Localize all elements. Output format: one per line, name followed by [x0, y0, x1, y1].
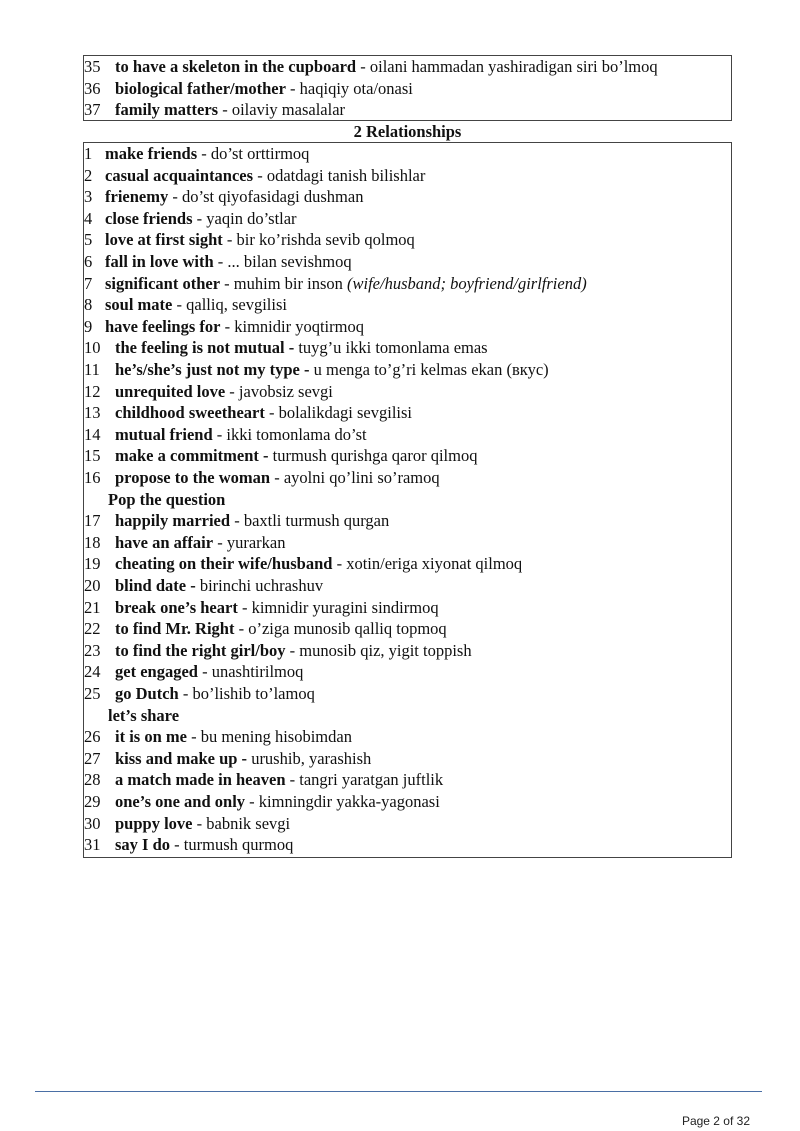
entry-term: biological father/mother [115, 78, 286, 98]
entry-number: 1 [84, 144, 93, 163]
entry-number: 14 [84, 424, 101, 444]
entry-term: go Dutch [115, 684, 179, 703]
entry-definition: qalliq, sevgilisi [186, 295, 287, 315]
entry-definition: kimnidir yuragini sindirmoq [251, 597, 439, 617]
entry-number: 26 [84, 727, 101, 747]
entry-definition: bir ko’rishda sevib qolmoq [236, 230, 415, 250]
entry-definition: odatdagi tanish bilishlar [266, 165, 426, 185]
entry-number: 11 [84, 360, 100, 379]
entry-separator: - [230, 511, 244, 531]
entry-separator: - [332, 554, 347, 574]
entry-number: 37 [84, 100, 101, 119]
entry-number: 9 [84, 316, 93, 336]
entry-number: 22 [84, 619, 101, 639]
entry-number: 16 [84, 468, 101, 487]
entry-separator: - [225, 381, 239, 401]
entry-term: puppy love [115, 813, 193, 833]
entry-term: propose to the woman [115, 468, 271, 487]
entry-term: blind date - [115, 576, 196, 595]
entry-term: family matters [115, 100, 219, 119]
entry-term: Pop the question [108, 489, 226, 509]
entry-number: 35 [84, 57, 101, 76]
entry-number: 20 [84, 576, 101, 595]
entry-term: let’s share [108, 705, 180, 725]
entry-number: 23 [84, 640, 101, 660]
entry-term: childhood sweetheart [115, 403, 265, 423]
entry-separator: - [213, 252, 228, 271]
entry-term: have an affair [115, 532, 214, 552]
entry-number: 30 [84, 813, 101, 833]
entry-separator: - [285, 78, 300, 98]
entry-definition: haqiqiy ota/onasi [299, 78, 413, 98]
entry-definition: yurarkan [226, 532, 286, 552]
entry-separator: - [212, 424, 227, 444]
entry-definition: tangri yaratgan juftlik [299, 770, 444, 790]
entry-definition-note: (wife/husband; boyfriend/girlfriend) [347, 273, 587, 293]
entry-number: 5 [84, 230, 93, 250]
entry-term: cheating on their wife/husband [115, 554, 333, 574]
entry-definition: kimnidir yoqtirmoq [234, 316, 364, 336]
entry-separator: - [218, 100, 232, 119]
entry-definition: turmush qurishga qaror qilmoq [272, 446, 478, 466]
entry-term: unrequited love [115, 381, 226, 401]
entry-number: 18 [84, 532, 101, 552]
entry-number: 17 [84, 511, 101, 531]
entry-separator: - [192, 208, 207, 228]
entry-term: love at first sight [105, 230, 223, 250]
entry-definition: ... bilan sevishmoq [227, 252, 352, 271]
entry-number: 8 [84, 295, 93, 315]
entry-term: make friends [105, 144, 198, 163]
entry-definition: do’st qiyofasidagi dushman [181, 187, 364, 207]
entry-separator: - [220, 273, 234, 293]
entry-term: get engaged [115, 662, 198, 682]
entry-definition: xotin/eriga xiyonat qilmoq [346, 554, 523, 574]
entry-term: frienemy [105, 187, 169, 207]
entry-separator: - [245, 792, 259, 811]
entry-separator: - [192, 813, 207, 833]
entry-term: he’s/she’s just not my type - [115, 360, 310, 379]
entry-separator: - [213, 532, 227, 552]
entry-term: fall in love with [105, 252, 214, 271]
entry-definition: bu mening hisobimdan [200, 727, 352, 747]
entry-definition: tuyg’u ikki tomonlama emas [298, 338, 488, 358]
entry-separator: - [237, 597, 252, 617]
entry-definition: oilaviy masalalar [231, 100, 346, 119]
entry-separator: - [356, 57, 370, 76]
entry-definition: urushib, yarashish [251, 748, 372, 768]
entry-term: soul mate [105, 295, 173, 315]
entry-term: break one’s heart [115, 597, 238, 617]
entry-separator: - [168, 187, 182, 207]
entry-term: have feelings for [105, 316, 221, 336]
entry-separator: - [270, 468, 284, 487]
entry-number: 24 [84, 662, 101, 682]
entry-definition: turmush qurmoq [183, 835, 294, 855]
entry-definition: kimningdir yakka-yagonasi [258, 792, 440, 811]
entry-definition: ayolni qo’lini so’ramoq [283, 468, 440, 487]
entry-definition: muhim bir inson [233, 273, 348, 293]
entry-number: 4 [84, 208, 93, 228]
entry-number: 28 [84, 770, 101, 790]
entry-separator: - [285, 770, 300, 790]
vocab-table-top [83, 55, 732, 121]
entry-number: 12 [84, 381, 101, 401]
entry-number: 10 [84, 338, 101, 358]
entry-term: close friends [105, 208, 193, 228]
entry-number: 21 [84, 597, 101, 617]
entry-definition: birinchi uchrashuv [199, 576, 324, 595]
entry-definition: oilani hammadan yashiradigan siri bo’lmoq [369, 57, 658, 76]
entry-separator: - [197, 662, 212, 682]
entry-number: 29 [84, 792, 101, 811]
vocab-table-relationships [83, 142, 732, 858]
entry-number: 36 [84, 78, 101, 98]
entry-separator: - [234, 619, 249, 639]
entry-term: make a commitment - [115, 446, 269, 466]
entry-definition: u menga to’g’ri kelmas ekan (вкус) [313, 360, 549, 379]
entry-separator: - [178, 684, 193, 703]
section-title: 2 Relationships [353, 122, 462, 141]
page-number: Page 2 of 32 [681, 1114, 750, 1128]
entry-number: 31 [84, 835, 101, 855]
entry-number: 3 [84, 187, 93, 207]
entry-number: 7 [84, 273, 93, 293]
entry-term: happily married [115, 511, 231, 531]
entry-term: to find Mr. Right [115, 619, 235, 639]
entry-separator: - [285, 640, 300, 660]
entry-definition: munosib qiz, yigit toppish [299, 640, 472, 660]
footer-divider [35, 1091, 762, 1092]
entry-definition: do’st orttirmoq [210, 144, 310, 163]
entry-number: 13 [84, 403, 101, 423]
entry-definition: babnik sevgi [206, 813, 291, 833]
entry-number: 25 [84, 684, 101, 703]
entry-term: kiss and make up - [115, 748, 248, 768]
entry-separator: - [222, 230, 237, 250]
entry-term: the feeling is not mutual - [115, 338, 295, 358]
entry-definition: bolalikdagi sevgilisi [278, 403, 412, 423]
entry-separator: - [170, 835, 184, 855]
entry-separator: - [172, 295, 187, 315]
entry-separator: - [264, 403, 279, 423]
entry-definition: baxtli turmush qurgan [243, 511, 390, 531]
entry-definition: ikki tomonlama do’st [226, 424, 367, 444]
entry-separator: - [220, 316, 235, 336]
entry-term: significant other [105, 273, 221, 293]
entry-term: one’s one and only [115, 792, 246, 811]
entry-separator: - [186, 727, 201, 747]
entry-number: 15 [84, 446, 101, 466]
entry-separator: - [197, 144, 211, 163]
entry-term: mutual friend [115, 424, 213, 444]
entry-definition: yaqin do’stlar [206, 208, 297, 228]
entry-definition: o’ziga munosib qalliq topmoq [248, 619, 447, 639]
entry-number: 2 [84, 165, 93, 185]
entry-term: to find the right girl/boy [115, 640, 286, 660]
entry-term: to have a skeleton in the cupboard [115, 57, 357, 76]
entry-definition: unashtirilmoq [211, 662, 304, 682]
entry-number: 27 [84, 748, 101, 768]
entry-number: 6 [84, 252, 93, 271]
entry-separator: - [253, 165, 267, 185]
entry-term: a match made in heaven [115, 770, 286, 790]
entry-number: 19 [84, 554, 101, 574]
entry-definition: bo’lishib to’lamoq [192, 684, 315, 703]
entry-term: it is on me [115, 727, 187, 747]
entry-term: casual acquaintances [105, 165, 254, 185]
entry-definition: javobsiz sevgi [238, 381, 333, 401]
entry-term: say I do [115, 835, 171, 855]
